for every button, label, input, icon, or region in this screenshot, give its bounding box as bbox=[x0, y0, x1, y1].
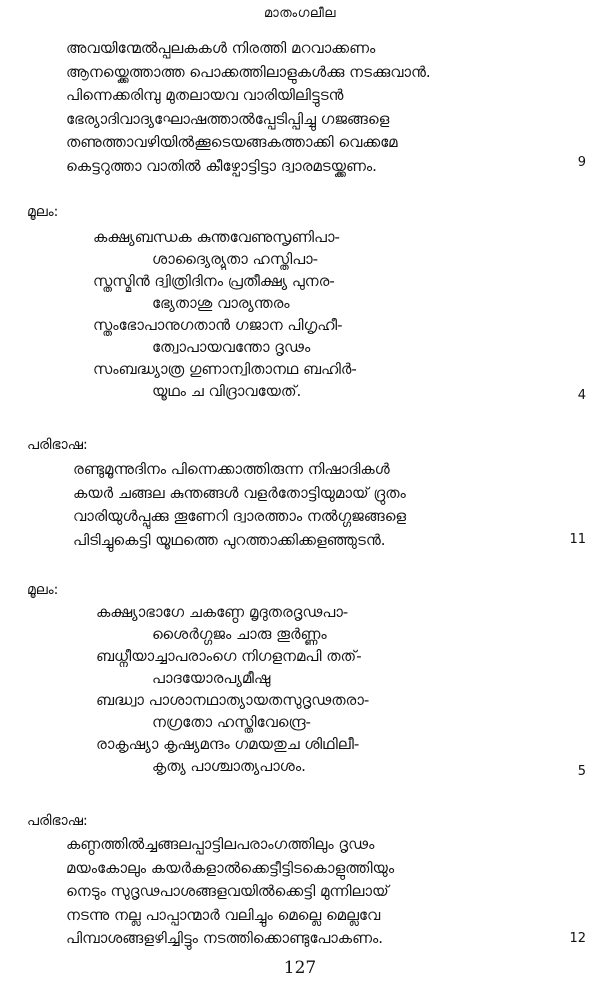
section-label-moolam: മൂലം: bbox=[27, 204, 59, 220]
verse-line: മയംകോലും കയർകളാൽക്കെട്ടീട്ടിടകൊളുത്തിയും bbox=[66, 858, 395, 877]
verse-line: സംബദ്ധ്യാത്ര ഗുണാന്വിതാനഥ ബഹിർ- bbox=[93, 360, 357, 378]
section-label-paribhasha: പരിഭാഷ: bbox=[27, 437, 88, 453]
verse-line: ഭ്യേതാശു വാര്യന്തരം bbox=[152, 294, 290, 312]
verse-line: യൂഥം ച വിദ്രാവയേത്. bbox=[152, 382, 302, 400]
verse-line: കക്ഷ്യാഭാഗേ ചകണ്ഠേ മൃദുതരദൃഢപാ- bbox=[96, 603, 349, 621]
verse-number: 12 bbox=[569, 931, 586, 946]
verse-line: കണ്ഠത്തിൽച്ചങ്ങലപ്പാട്ടിലപരാംഗത്തിലും ദൃഢം bbox=[66, 835, 375, 853]
sanskrit-verse-4 bbox=[0, 226, 600, 402]
verse-line: കയർ ചങ്ങല കുന്തങ്ങൾ വളർതോട്ടിയുമായ് ദ്രുതം bbox=[73, 483, 406, 502]
section-label-moolam: മൂലം: bbox=[27, 582, 59, 598]
verse-line: പിമ്പാശങ്ങളഴിച്ചിട്ടും നടത്തിക്കൊണ്ടുപോകണം. bbox=[66, 929, 384, 948]
verse-line: പിന്നെക്കരിമ്പു മുതലായവ വാരിയിലിട്ടുടൻ bbox=[66, 86, 344, 105]
verse-line: പാദയോരപ്യമീഷു bbox=[152, 669, 271, 687]
verse-line: നടന്നു നല്ല പാപ്പാന്മാർ വലിച്ചും മെല്ലെ മെല്ലവേ bbox=[66, 905, 381, 924]
verse-number: 4 bbox=[577, 388, 586, 403]
verse-line: കക്ഷ്യബന്ധക കുന്തവേണുസൃണിപാ- bbox=[93, 228, 340, 246]
verse-line: കൃത്യ പാശ്ചാത്യപാശം. bbox=[152, 757, 306, 775]
verse-line: തണുത്താവഴിയിൽക്കൂടെയങ്ങകത്താക്കി വെക്കമേ bbox=[66, 133, 398, 152]
verse-line: രണ്ടുമൂന്നുദിനം പിന്നെക്കാത്തിരുന്ന നിഷാദികൾ bbox=[73, 460, 390, 478]
verse-line: വാരിയുൾപ്പുക്കു തൂണേറി ദ്വാരത്താം നൽഗ്ഗജങ്ങളെ bbox=[73, 507, 407, 526]
section-label-paribhasha: പരിഭാഷ: bbox=[27, 813, 88, 829]
verse-line: കെട്ടറുത്താ വാതിൽ കീഴ്പോട്ടിട്ടാ ദ്വാരമടയ്ക്കണം. bbox=[66, 156, 377, 175]
verse-line: ശൈർഗ്ഗജം ചാരു തൂർണ്ണം bbox=[152, 625, 327, 643]
verse-line: അവയിന്മേൽപ്പലകകൾ നിരത്തി മറവാക്കണം bbox=[66, 39, 376, 57]
verse-line: നഗ്രതോ ഹസ്തിവേന്ദ്രെ- bbox=[152, 713, 311, 731]
verse-line: രാകൃഷ്യാ കൃഷ്യമന്ദം ഗമയതുച ശിഥിലീ- bbox=[96, 735, 360, 753]
verse-line: ബദ്ധ്വാ പാശാനഥാത്യായതസുദൃഢതരാ- bbox=[96, 691, 370, 709]
verse-number: 11 bbox=[569, 532, 586, 547]
translation-verse-11 bbox=[0, 458, 600, 552]
sanskrit-verse-5 bbox=[0, 601, 600, 777]
verse-line: ഭേര്യാദിവാദ്യഘോഷത്താൽപ്പേടിപ്പിച്ചു ഗജങ്ങളെ bbox=[66, 109, 390, 128]
verse-line: ആനയ്ക്കെത്താത്ത പൊക്കത്തിലാളുകൾക്കു നടക്കുവാൻ. bbox=[66, 62, 431, 81]
verse-line: ശാദ്യൈര്യുതാ ഹസ്തിപാ- bbox=[152, 250, 319, 268]
verse-line: സ്തംഭോപാനുഗതാൻ ഗജാന പിഗൃഹീ- bbox=[93, 316, 343, 334]
verse-line: സ്തസ്മിൻ ദ്വിത്രിദിനം പ്രതീക്ഷ്യ പുനര- bbox=[93, 272, 335, 290]
verse-line: ത്വോപായവന്തോ ദൃഢം bbox=[152, 338, 311, 356]
verse-line: ബധ്നീയാച്ചാപരാംഗെ നിഗളനമപി തത്- bbox=[96, 647, 362, 665]
verse-number: 5 bbox=[577, 764, 586, 779]
translation-verse-12 bbox=[0, 833, 600, 951]
verse-number: 9 bbox=[577, 155, 586, 170]
running-header: മാതംഗലീല bbox=[264, 6, 336, 21]
verse-block-9 bbox=[0, 37, 600, 179]
verse-line: പിടിച്ചുകെട്ടി യൂഥത്തെ പുറത്താക്കിക്കളഞ്ഞുടൻ. bbox=[73, 530, 386, 549]
page-number: 127 bbox=[283, 958, 317, 978]
verse-line: നെടും സുദൃഢപാശങ്ങളവയിൽക്കെട്ടി മുന്നിലായ് bbox=[66, 882, 389, 901]
